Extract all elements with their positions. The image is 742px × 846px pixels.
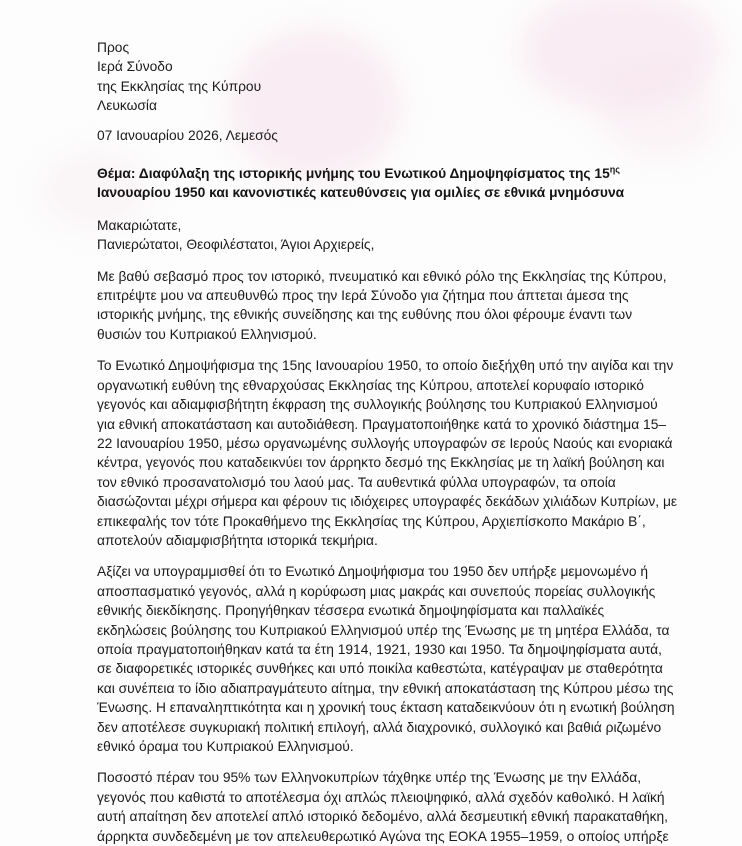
- salutation-block: [97, 216, 678, 255]
- paragraph-percentage: Ποσοστό πέραν του 95% των Ελληνοκυπρίων τάχθηκε υπέρ της Ένωσης με την Ελλάδα, γεγονός που καθιστά το αποτέλεσμα όχι απλώς πλειοψηφικό, αλλά σχεδόν καθολικό. Η λαϊκή αυτή απαίτηση δεν αποτελεί απλό ιστορικό δεδομένο, αλλά δεσμευτική εθνική παρακαταθήκη, άρρηκτα συνδεδεμένη με τον απελευθερωτικό Αγώνα της ΕΟΚΑ 1955–1959, ο οποίος υπήρξε: [97, 770, 669, 844]
- recipient-line-church: της Εκκλησίας της Κύπρου: [97, 78, 262, 94]
- paragraph-historical-context: Αξίζει να υπογραμμισθεί ότι το Ενωτικό Δημοψήφισμα του 1950 δεν υπήρξε μεμονωμένο ή αποσπασματικό γεγονός, αλλά η κορύφωση μιας μακράς και συνεπούς πορείας συλλογικής εθνικής διεκδίκησης. Προηγήθηκαν τέσσερα ενωτικά δημοψηφίσματα και παλλαϊκές εκδηλώσεις βούλησης του Κυπριακού Ελληνισμού υπέρ της Ένωσης με τη μητέρα Ελλάδα, τα οποία πραγματοποιήθηκαν κατά τα έτη 1914, 1921, 1930 και 1950. Τα δημοψηφίσματα αυτά, σε διαφορετικές ιστορικές συνθήκες και υπό ποικίλα καθεστώτα, κατέγραψαν με σταθερότητα και συνέπεια το ίδιο αδιαπραγμάτευτο αίτημα, την εθνική αποκατάσταση της Κύπρου μέσω της Ένωσης. Η επαναληπτικότητα και η χρονική τους έκταση καταδεικνύουν ότι η ενωτική βούληση δεν αποτέλεσε συγκυριακή πολιτική επιλογή, αλλά διαχρονικό, συλλογικό και βαθιά ριζωμένο εθνικό όραμα του Κυπριακού Ελληνισμού.: [97, 564, 675, 754]
- dateline: 07 Ιανουαρίου 2026, Λεμεσός: [97, 127, 278, 143]
- recipient-line-holy-synod: Ιερά Σύνοδο: [97, 59, 173, 75]
- subject-suffix: Ιανουαρίου 1950 και κανονιστικές κατευθύνσεις για ομιλίες σε εθνικά μνημόσυνα: [97, 185, 625, 201]
- subject-line: [97, 164, 678, 203]
- recipient-line-to: Προς: [97, 40, 130, 55]
- recipient-block: [97, 38, 678, 116]
- letter-body: [97, 38, 678, 846]
- paragraph-referendum-1950: Το Ενωτικό Δημοψήφισμα της 15ης Ιανουαρίου 1950, το οποίο διεξήχθη υπό την αιγίδα και την οργανωτική ευθύνη της εθναρχούσας Εκκλησίας της Κύπρου, αποτελεί κορυφαίο ιστορικό γεγονός και αδιαμφισβήτητη έκφραση της συλλογικής βούλησης του Κυπριακού Ελληνισμού για εθνική αποκατάσταση και αυτοδιάθεση. Πραγματοποιήθηκε κατά το χρονικό διάστημα 15–22 Ιανουαρίου 1950, μέσω οργανωμένης συλλογής υπογραφών σε Ιερούς Ναούς και ενοριακά κέντρα, γεγονός που καταδεικνύει τον άρρηκτο δεσμό της Εκκλησίας με τη λαϊκή βούληση και τον εθνικό προσανατολισμό του λαού μας. Τα αυθεντικά φύλλα υπογραφών, τα οποία διασώζονται μέχρι σήμερα και φέρουν τις ιδιόχειρες υπογραφές δεκάδων χιλιάδων Κυπρίων, με επικεφαλής τον τότε Προκαθήμενο της Εκκλησίας της Κύπρου, Αρχιεπίσκοπο Μακάριο Β΄, αποτελούν αδιαμφισβήτητα ιστορικά τεκμήρια.: [97, 358, 678, 548]
- subject-ordinal-superscript: ης: [609, 164, 620, 175]
- recipient-line-city: Λευκωσία: [97, 98, 157, 114]
- salutation-line-2: Πανιερώτατοι, Θεοφιλέστατοι, Άγιοι Αρχιερείς,: [97, 237, 375, 253]
- subject-prefix: Θέμα: Διαφύλαξη της ιστορικής μνήμης του Ενωτικού Δημοψηφίσματος της 15: [97, 166, 610, 182]
- salutation-line-1: Μακαριώτατε,: [97, 217, 182, 233]
- paragraph-intro: Με βαθύ σεβασμό προς τον ιστορικό, πνευματικό και εθνικό ρόλο της Εκκλησίας της Κύπρου, επιτρέψτε μου να απευθυνθώ προς την Ιερά Σύνοδο για ζήτημα που άπτεται άμεσα της ιστορικής μνήμης, της εθνικής συνείδησης και της ευθύνης που όλοι φέρουμε έναντι των θυσιών του Κυπριακού Ελληνισμού.: [97, 268, 667, 342]
